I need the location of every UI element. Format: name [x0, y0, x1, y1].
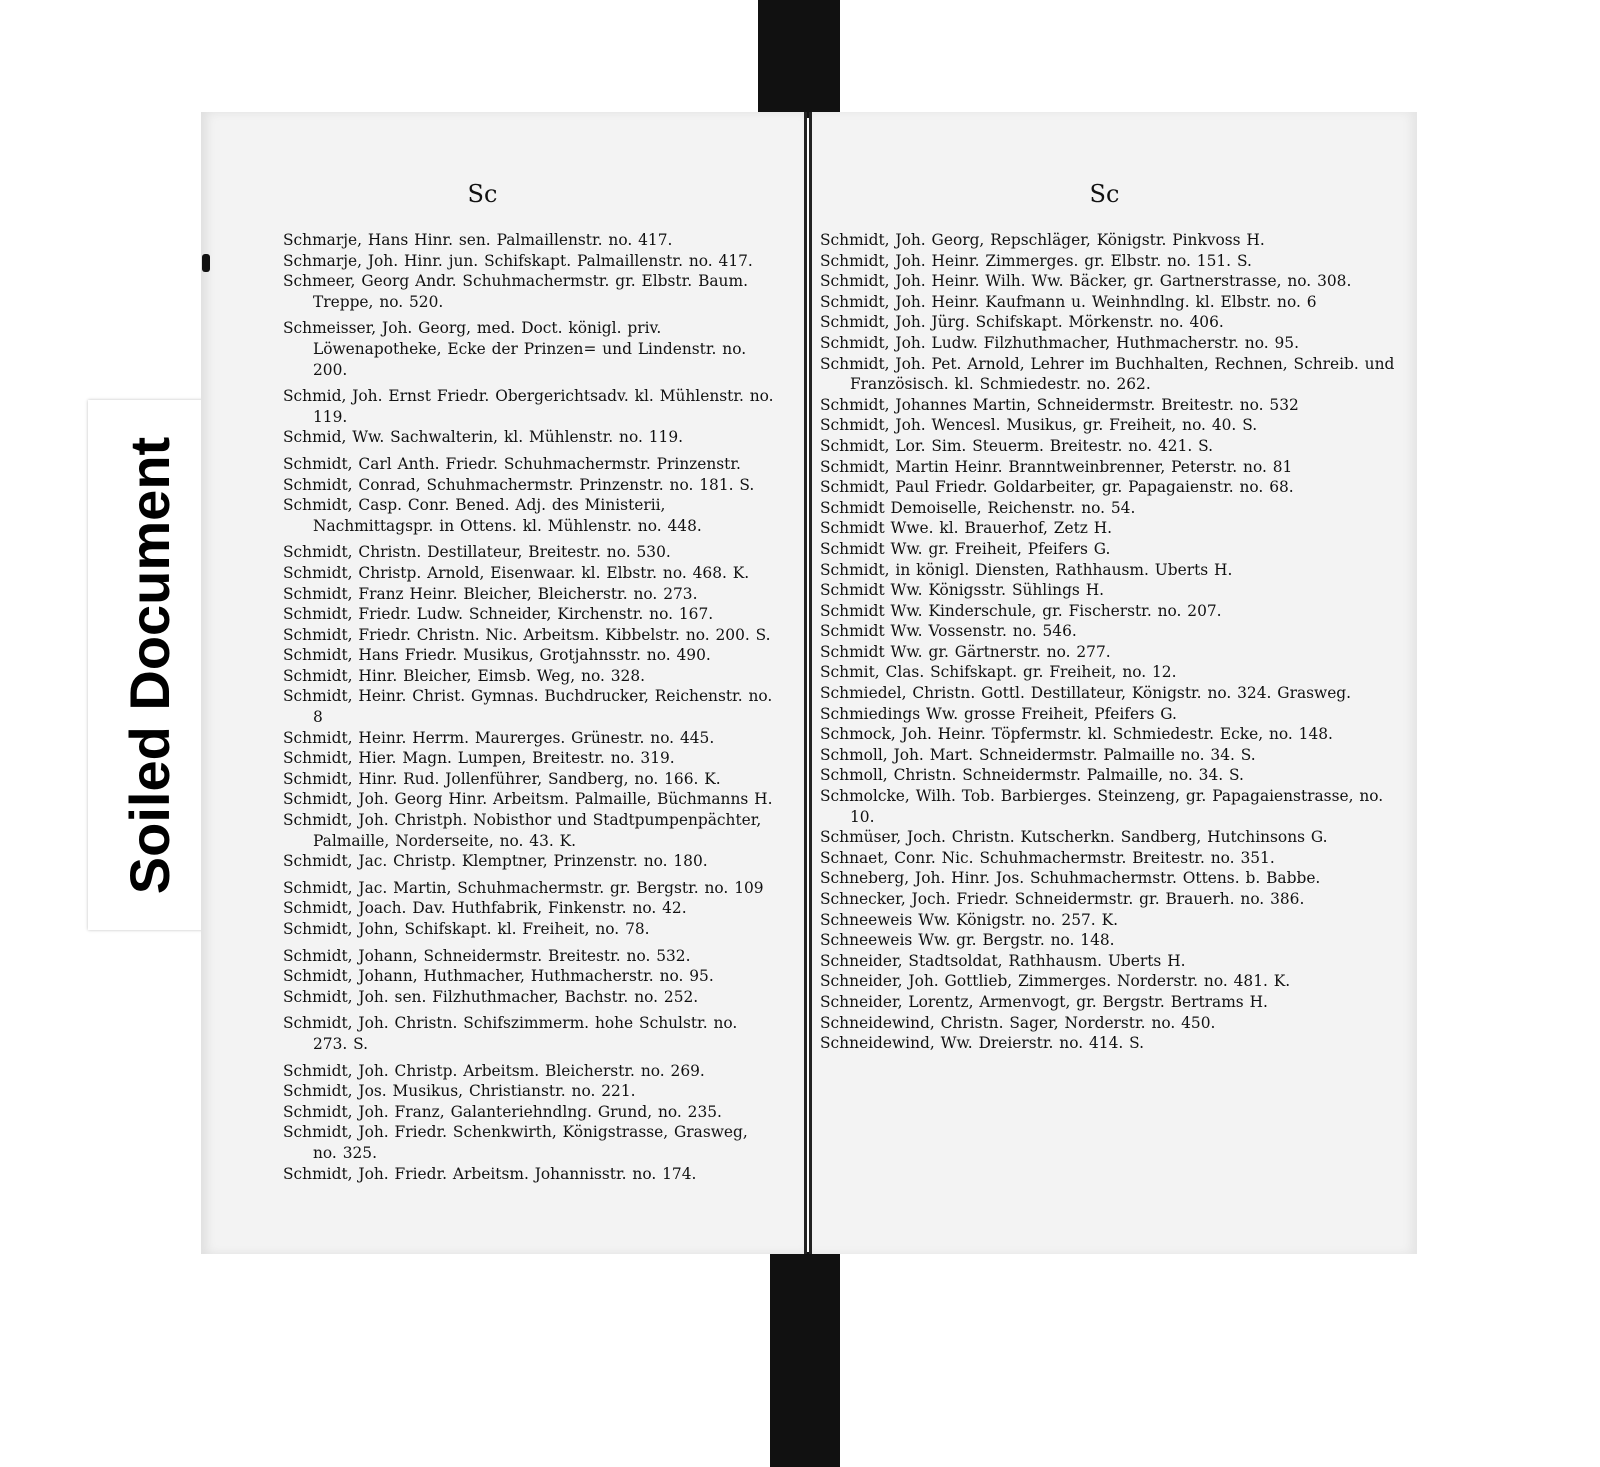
directory-entry: Schmidt, Hier. Magn. Lumpen, Breitestr. no. 319. — [283, 749, 675, 768]
directory-entry: Schmidt Ww. gr. Freiheit, Pfeifers G. — [820, 539, 1111, 558]
directory-entry: Schmidt, Joh. Georg Hinr. Arbeitsm. Palmaille, Büchmanns H. — [283, 790, 773, 809]
directory-entry: Schmid, Ww. Sachwalterin, kl. Mühlenstr. no. 119. — [283, 428, 684, 447]
directory-entry: Schmidt, Joh. Ludw. Filzhuthmacher, Huthmacherstr. no. 95. — [820, 333, 1299, 352]
directory-entry: Schmidt, Johannes Martin, Schneidermstr. Breitestr. no. 532 — [820, 395, 1299, 414]
left-page-header: Sc — [467, 180, 498, 208]
directory-entry: Schmidt, Joh. Christph. Nobisthor und Stadtpumpenpächter, Palmaille, Norderseite, no. 43. K. — [283, 811, 762, 850]
directory-entry: Schmidt, Christn. Destillateur, Breitestr. no. 530. — [283, 543, 671, 562]
directory-entry: Schmidt, Joh. Wencesl. Musikus, gr. Freiheit, no. 40. S. — [820, 416, 1258, 435]
directory-entry: Schneidewind, Christn. Sager, Norderstr. no. 450. — [820, 1013, 1216, 1032]
directory-entry: Schmarje, Hans Hinr. sen. Palmaillenstr. no. 417. — [283, 231, 673, 249]
directory-entry: Schmidt, Paul Friedr. Goldarbeiter, gr. Papagaienstr. no. 68. — [820, 478, 1294, 497]
directory-entry: Schmidt, in königl. Diensten, Rathhausm. Uberts H. — [820, 560, 1233, 579]
directory-entry: Schmüser, Joch. Christn. Kutscherkn. Sandberg, Hutchinsons G. — [820, 828, 1328, 847]
directory-entry: Schmidt, Joh. Franz, Galanteriehndlng. Grund, no. 235. — [283, 1102, 722, 1121]
directory-entry: Schmidt Ww. gr. Gärtnerstr. no. 277. — [820, 642, 1111, 661]
binding-spine-bottom — [770, 1252, 840, 1467]
directory-entry: Schmock, Joh. Heinr. Töpfermstr. kl. Schmiedestr. Ecke, no. 148. — [820, 725, 1333, 744]
directory-entry: Schmidt Demoiselle, Reichenstr. no. 54. — [820, 498, 1136, 517]
left-page — [201, 112, 807, 1254]
directory-entry: Schmidt Ww. Vossenstr. no. 546. — [820, 622, 1077, 641]
directory-entry: Schmidt, Joh. Friedr. Schenkwirth, Königstrasse, Grasweg, no. 325. — [283, 1123, 748, 1162]
directory-entry: Schmidt, Conrad, Schuhmachermstr. Prinzenstr. no. 181. S. — [283, 475, 755, 494]
directory-entry: Schneidewind, Ww. Dreierstr. no. 414. S. — [820, 1034, 1145, 1053]
directory-entry: Schneberg, Joh. Hinr. Jos. Schuhmachermstr. Ottens. b. Babbe. — [820, 869, 1321, 888]
directory-entry: Schneeweis Ww. Königstr. no. 257. K. — [820, 910, 1118, 929]
directory-entry: Schmolcke, Wilh. Tob. Barbierges. Steinzeng, gr. Papagaienstrasse, no. 10. — [820, 787, 1384, 826]
directory-entry: Schmiedel, Christn. Gottl. Destillateur, Königstr. no. 324. Grasweg. — [820, 684, 1352, 703]
directory-entry: Schmidt, Joh. sen. Filzhuthmacher, Bachstr. no. 252. — [283, 987, 699, 1006]
soiled-document-text: Soiled Document — [118, 436, 182, 894]
directory-entry: Schmidt, Joh. Pet. Arnold, Lehrer im Buchhalten, Rechnen, Schreib. und Französisch. kl. Schmiedestr. no. 262. — [820, 354, 1395, 394]
directory-entry: Schmoll, Christn. Schneidermstr. Palmaille, no. 34. S. — [820, 766, 1244, 785]
right-entry-list — [812, 230, 1417, 1054]
directory-entry: Schmidt, Heinr. Herrm. Maurerges. Grünestr. no. 445. — [283, 728, 715, 747]
directory-entry: Schmidt, Carl Anth. Friedr. Schuhmachermstr. Prinzenstr. — [283, 454, 741, 473]
directory-entry: Schmidt, Joach. Dav. Huthfabrik, Finkenstr. no. 42. — [283, 899, 687, 918]
directory-entry: Schmidt, Friedr. Ludw. Schneider, Kirchenstr. no. 167. — [283, 605, 714, 624]
directory-entry: Schmidt, Joh. Heinr. Wilh. Ww. Bäcker, gr. Gartnerstrasse, no. 308. — [820, 272, 1352, 291]
directory-entry: Schmidt, Joh. Christp. Arbeitsm. Bleicherstr. no. 269. — [283, 1061, 705, 1080]
directory-entry: Schmidt, John, Schifskapt. kl. Freiheit, no. 78. — [283, 920, 650, 938]
directory-entry: Schmidt, Heinr. Christ. Gymnas. Buchdrucker, Reichenstr. no. 8 — [283, 687, 773, 727]
directory-entry: Schmidt, Joh. Friedr. Arbeitsm. Johannisstr. no. 174. — [283, 1164, 697, 1183]
directory-entry: Schmidt, Jos. Musikus, Christianstr. no. 221. — [283, 1082, 636, 1101]
directory-entry: Schmidt, Christp. Arnold, Eisenwaar. kl. Elbstr. no. 468. K. — [283, 563, 750, 582]
directory-entry: Schmidt, Hinr. Bleicher, Eimsb. Weg, no. 328. — [283, 666, 646, 685]
directory-entry: Schmidt, Hinr. Rud. Jollenführer, Sandberg, no. 166. K. — [283, 769, 721, 788]
directory-entry: Schmoll, Joh. Mart. Schneidermstr. Palmaille no. 34. S. — [820, 745, 1256, 764]
directory-entry: Schmidt, Lor. Sim. Steuerm. Breitestr. no. 421. S. — [820, 436, 1214, 455]
binding-spine-top — [758, 0, 840, 118]
directory-entry: Schmarje, Joh. Hinr. jun. Schifskapt. Palmaillenstr. no. 417. — [283, 251, 753, 270]
directory-entry: Schmid, Joh. Ernst Friedr. Obergerichtsadv. kl. Mühlenstr. no. 119. — [283, 387, 774, 426]
directory-entry: Schmidt, Joh. Christn. Schifszimmerm. hohe Schulstr. no. 273. S. — [283, 1014, 738, 1053]
directory-entry: Schmidt, Johann, Schneidermstr. Breitestr. no. 532. — [283, 946, 691, 965]
directory-entry: Schnaet, Conr. Nic. Schuhmachermstr. Breitestr. no. 351. — [820, 848, 1275, 867]
directory-entry: Schmidt, Jac. Christp. Klemptner, Prinzenstr. no. 180. — [283, 852, 708, 871]
directory-entry: Schmeisser, Joh. Georg, med. Doct. königl. priv. Löwenapotheke, Ecke der Prinzen= und Lindenstr. no. 200. — [283, 319, 747, 379]
directory-entry: Schmidt, Casp. Conr. Bened. Adj. des Ministerii, Nachmittagspr. in Ottens. kl. Mühlenstr. no. 448. — [283, 496, 702, 535]
directory-entry: Schnecker, Joch. Friedr. Schneidermstr. gr. Brauerh. no. 386. — [820, 890, 1305, 908]
directory-entry: Schmidt, Friedr. Christn. Nic. Arbeitsm. Kibbelstr. no. 200. S. — [283, 625, 771, 644]
directory-entry: Schneider, Lorentz, Armenvogt, gr. Bergstr. Bertrams H. — [820, 992, 1268, 1011]
directory-entry: Schneeweis Ww. gr. Bergstr. no. 148. — [820, 931, 1115, 950]
ink-mark — [202, 254, 210, 272]
directory-entry: Schmidt Ww. Kinderschule, gr. Fischerstr. no. 207. — [820, 601, 1222, 620]
directory-entry: Schmidt, Jac. Martin, Schuhmachermstr. gr. Bergstr. no. 109 — [283, 878, 764, 897]
directory-entry: Schmidt Ww. Königsstr. Sühlings H. — [820, 581, 1105, 600]
directory-entry: Schneider, Joh. Gottlieb, Zimmerges. Norderstr. no. 481. K. — [820, 972, 1291, 991]
directory-entry: Schmidt, Hans Friedr. Musikus, Grotjahnsstr. no. 490. — [283, 646, 711, 665]
left-entry-list — [201, 230, 804, 1184]
directory-entry: Schmidt, Franz Heinr. Bleicher, Bleicherstr. no. 273. — [283, 584, 698, 603]
right-page — [809, 112, 1417, 1254]
directory-entry: Schneider, Stadtsoldat, Rathhausm. Uberts H. — [820, 951, 1186, 970]
directory-entry: Schmidt, Joh. Heinr. Kaufmann u. Weinhndlng. kl. Elbstr. no. 6 — [820, 292, 1317, 311]
right-page-header: Sc — [1089, 180, 1120, 208]
directory-entry: Schmidt Wwe. kl. Brauerhof, Zetz H. — [820, 519, 1113, 538]
soiled-document-label — [88, 400, 212, 930]
directory-entry: Schmeer, Georg Andr. Schuhmachermstr. gr. Elbstr. Baum. Treppe, no. 520. — [283, 272, 748, 311]
directory-entry: Schmidt, Martin Heinr. Branntweinbrenner, Peterstr. no. 81 — [820, 457, 1293, 476]
directory-entry: Schmiedings Ww. grosse Freiheit, Pfeifers G. — [820, 704, 1177, 723]
directory-entry: Schmidt, Johann, Huthmacher, Huthmacherstr. no. 95. — [283, 967, 714, 986]
directory-entry: Schmidt, Joh. Georg, Repschläger, Königstr. Pinkvoss H. — [820, 231, 1265, 249]
directory-entry: Schmit, Clas. Schifskapt. gr. Freiheit, no. 12. — [820, 663, 1177, 682]
directory-entry: Schmidt, Joh. Jürg. Schifskapt. Mörkenstr. no. 406. — [820, 313, 1224, 332]
directory-entry: Schmidt, Joh. Heinr. Zimmerges. gr. Elbstr. no. 151. S. — [820, 251, 1252, 270]
